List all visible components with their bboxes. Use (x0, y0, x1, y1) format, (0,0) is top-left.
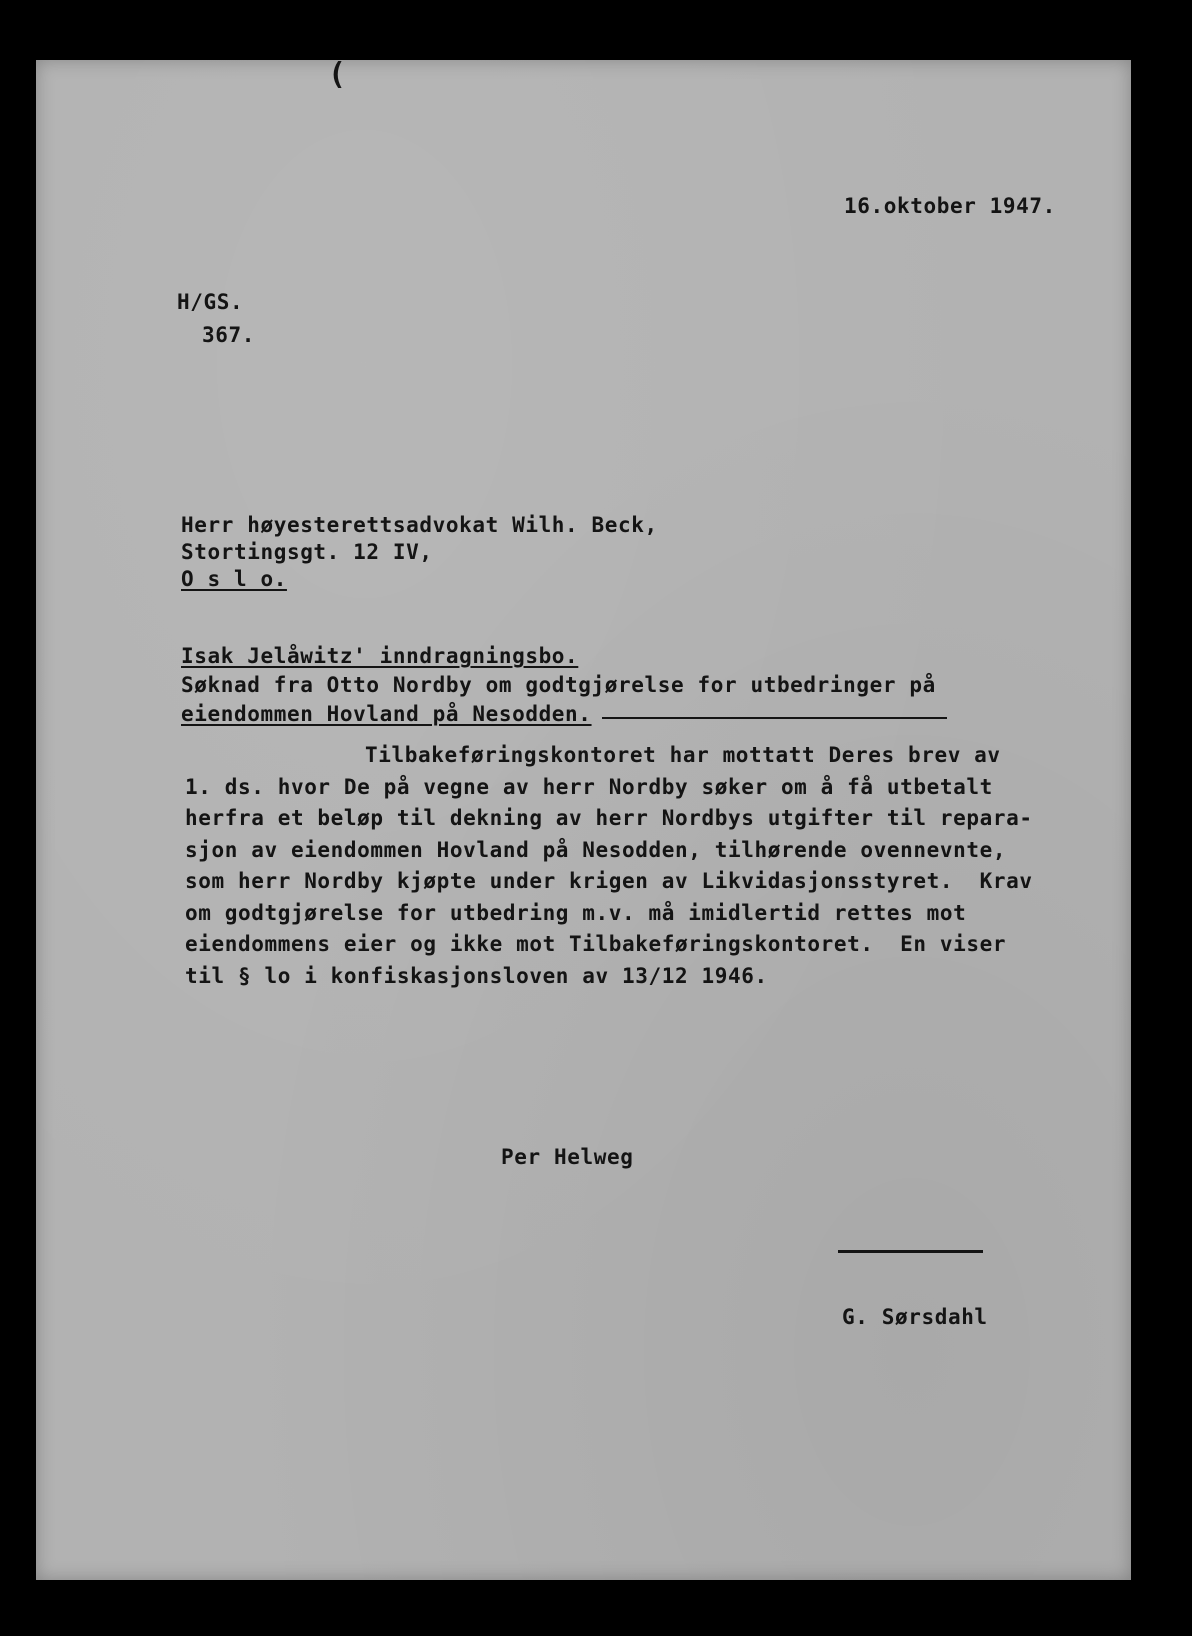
signer-name: Per Helweg (501, 1145, 634, 1169)
letter-body (185, 740, 1085, 992)
subject-request: Søknad fra Otto Nordby om godtgjørelse for utbedringer på (181, 673, 936, 697)
subject-property: eiendommen Hovland på Nesodden. (181, 702, 592, 726)
subject-case: Isak Jelåwitz' inndragningsbo. (181, 644, 579, 668)
recipient-street: Stortingsgt. 12 IV, (181, 540, 433, 564)
body-line: om godtgjørelse for utbedring m.v. må imidlertid rettes mot (185, 900, 967, 925)
subject-block (181, 642, 947, 729)
subject-rule (602, 717, 947, 719)
body-line: som herr Nordby kjøpte under krigen av Likvidasjonsstyret. Krav (185, 869, 1033, 893)
body-line: sjon av eiendommen Hovland på Nesodden, tilhørende ovennevnte, (185, 837, 1007, 862)
body-line: eiendommens eier og ikke mot Tilbakeføringskontoret. En viser (185, 932, 1007, 956)
letter-sheet (36, 57, 1131, 1580)
recipient-address (181, 512, 658, 593)
reference-code: H/GS. (177, 290, 244, 314)
recipient-city: O s l o. (181, 567, 287, 591)
body-line: 1. ds. hvor De på vegne av herr Nordby søker om å få utbetalt (185, 774, 993, 799)
reference-number: 367. (202, 323, 255, 347)
cosigner-name: G. Sørsdahl (842, 1305, 988, 1329)
body-line: til § lo i konfiskasjonsloven av 13/12 1946. (185, 963, 768, 988)
signature-line (838, 1250, 983, 1253)
letter-date: 16.oktober 1947. (844, 194, 1056, 218)
body-line: herfra et beløp til dekning av herr Nordbys utgifter til repara- (185, 806, 1033, 830)
recipient-name: Herr høyesterettsadvokat Wilh. Beck, (181, 513, 658, 537)
margin-mark: ( (328, 57, 347, 92)
body-line: Tilbakeføringskontoret har mottatt Deres brev av (365, 743, 1001, 767)
